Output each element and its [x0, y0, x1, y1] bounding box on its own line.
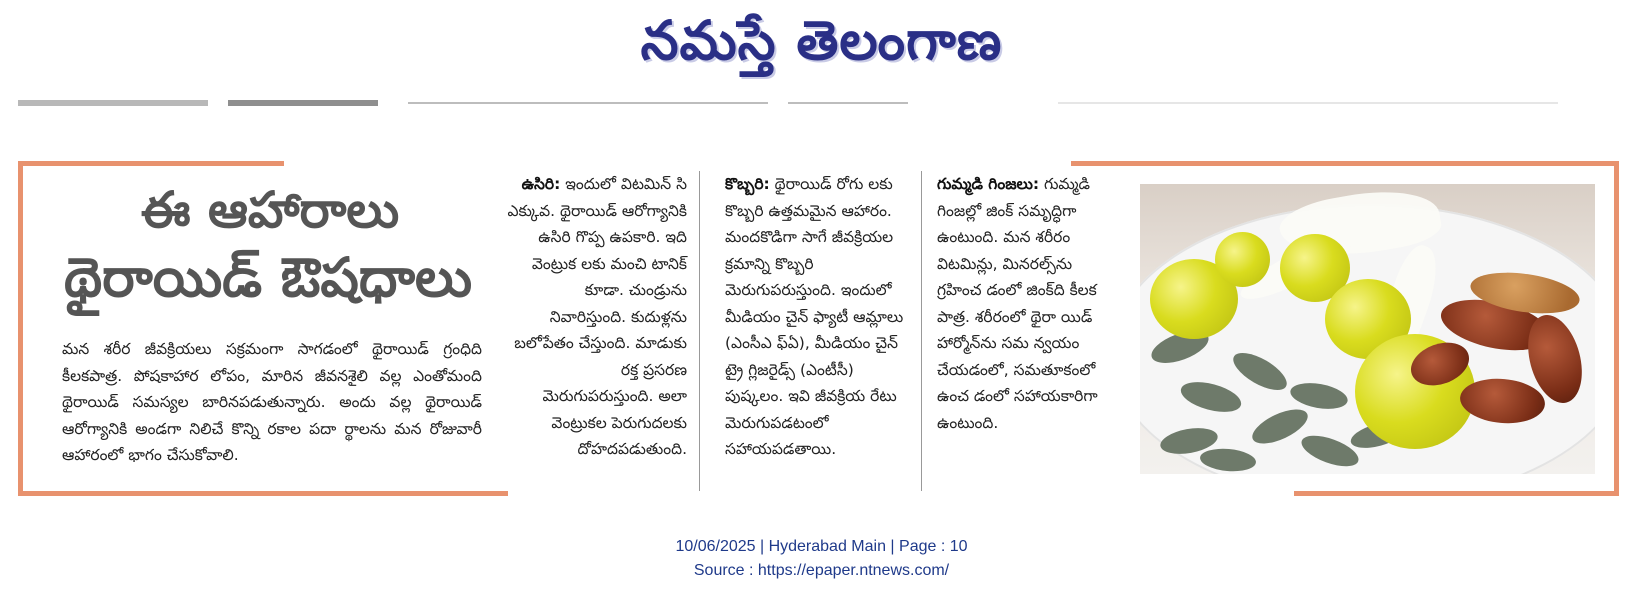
- frame-border: [18, 161, 284, 166]
- frame-border: [1614, 161, 1619, 496]
- article-column-amla: [507, 171, 687, 463]
- frame-border: [1071, 161, 1619, 166]
- masthead-logo: నమస్తే తెలంగాణ: [640, 9, 1003, 72]
- column-heading: గుమ్మడి గింజలు:: [937, 175, 1040, 193]
- frame-border: [18, 161, 23, 495]
- frame-border: [18, 491, 508, 496]
- footer-source: Source : https://epaper.ntnews.com/: [693, 562, 950, 579]
- column-heading: ఉసిరి:: [521, 175, 561, 193]
- headline-line-2: థైరాయిడ్ ఔషధాలు: [63, 246, 473, 309]
- food-photo: [1140, 184, 1595, 474]
- article-column-pumpkin-seeds: [937, 171, 1117, 436]
- column-divider: [921, 171, 922, 491]
- frame-border: [1294, 491, 1619, 496]
- intro-paragraph: మన శరీర జీవక్రియలు సక్రమంగా సాగడంలో థైరాయిడ్ గ్రంధిది కీలకపాత్ర. పోషకాహార లోపం, మారిన జీవనశైలి వల్ల ఎంతోమంది థైరాయిడ్ సమస్యల బారినపడుతున్నారు. అందు వల్ల థైరాయిడ్ ఆరోగ్యానికి అండగా నిలిచే కొన్ని రకాల పదా ర్థాలను మన రోజువారీ ఆహారంలో భాగం చేసుకోవాలి.: [62, 340, 482, 464]
- column-text: గుమ్మడి గింజల్లో జింక్ సమృద్ధిగా ఉంటుంది. మన శరీరం విటమిన్లు, మినరల్స్‌ను గ్రహించ డంలో జింక్‌ది కీలక పాత్ర. శరీరంలో థైరా యిడ్ హార్మోన్‌ను సమ న్వయం చేయడంలో, సమతూకంలో ఉంచ డంలో సహాయకారిగా ఉంటుంది.: [937, 175, 1098, 432]
- column-heading: కొబ్బరి:: [725, 175, 770, 193]
- column-text: థైరాయిడ్ రోగు లకు కొబ్బరి ఉత్తమమైన ఆహారం. మందకొడిగా సాగే జీవక్రియల క్రమాన్ని కొబ్బరి మెరుగుపరుస్తుంది. ఇందులో మీడియం చైన్ ఫ్యాటీ ఆమ్లాలు (ఎంసీఎ ఫ్‌ఏ), మీడియం చైన్ ట్రై గ్లిజరైడ్స్ (ఎంటీసీ) పుష్కలం. ఇవి జీవక్రియ రేటు మెరుగుపడటంలో సహాయపడతాయి.: [725, 175, 904, 458]
- article-column-coconut: [725, 171, 905, 463]
- column-divider: [699, 171, 700, 491]
- headline-line-1: ఈ ఆహారాలు: [140, 181, 400, 239]
- footer-date-edition: 10/06/2025 | Hyderabad Main | Page : 10: [675, 538, 968, 555]
- column-text: ఇందులో విటమిన్ సి ఎక్కువ. థైరాయిడ్ ఆరోగ్యానికి ఉసిరి గొప్ప ఉపకారి. ఇది వెంట్రుక లకు మంచి టానిక్ కూడా. చుండ్రును నివారిస్తుంది. కుదుళ్లను బలోపేతం చేస్తుంది. మాడుకు రక్త ప్రసరణ మెరుగుపరుస్తుంది. అలా వెంట్రుకల పెరుగుదలకు దోహదపడుతుంది.: [507, 175, 687, 458]
- clipped-previous-article-strip: [18, 100, 1608, 106]
